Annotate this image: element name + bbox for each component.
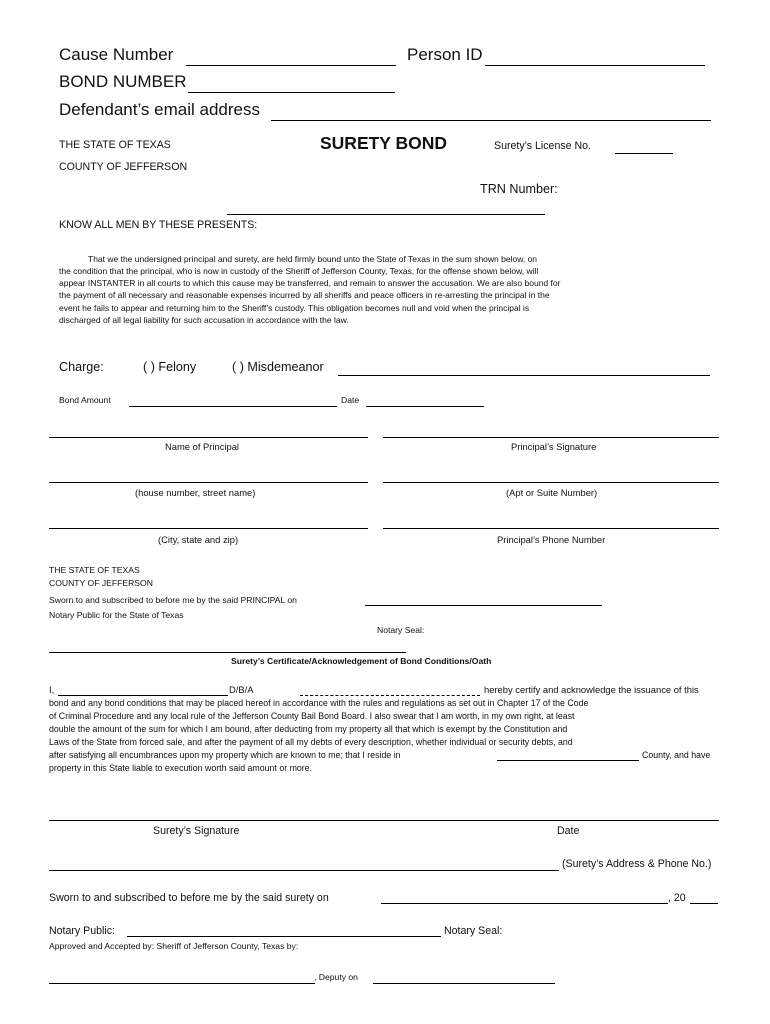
- surety-line-4: Laws of the State from forced sale, and after the payment of all my debts of every description, whether individual or security debts, and: [49, 737, 573, 747]
- principal-sworn-label: Sworn to and subscribed to before me by the said PRINCIPAL on: [49, 595, 297, 605]
- trn-label: TRN Number:: [480, 182, 558, 196]
- bond-number-field[interactable]: [188, 92, 395, 93]
- body-line-6: discharged of all legal liability for such accusation in accordance with the law.: [59, 315, 349, 325]
- body-line-3: appear INSTANTER in all courts to which this cause may be transferred, and remain to answer the accusation. We are also bound for: [59, 278, 561, 288]
- city-field[interactable]: [49, 528, 368, 529]
- document-title: SURETY BOND: [320, 133, 448, 153]
- bond-date-field[interactable]: [366, 406, 484, 407]
- surety-address-field[interactable]: [49, 870, 559, 871]
- deputy-date-field[interactable]: [373, 983, 555, 984]
- bond-amount-field[interactable]: [129, 406, 337, 407]
- principal-name-label: Name of Principal: [165, 441, 239, 452]
- body-line-4: the payment of all necessary and reasonable expenses incurred by all sheriffs and peace officers in re-arresting the principal in the: [59, 290, 550, 300]
- email-label: Defendant’s email address: [59, 100, 260, 119]
- surety-reside-post: County, and have: [642, 750, 711, 760]
- body-line-5: event he fails to appear and returning him to the Sheriff’s custody. This obligation becomes null and void when the principal is: [59, 303, 530, 313]
- notary-public-label: Notary Public for the State of Texas: [49, 610, 184, 620]
- surety-signature-field[interactable]: [49, 820, 719, 821]
- deputy-name-field[interactable]: [49, 983, 315, 984]
- surety-name-field[interactable]: [58, 695, 228, 696]
- surety-dba-label: D/B/A: [229, 684, 254, 695]
- bond-date-label: Date: [341, 395, 360, 405]
- bond-amount-label: Bond Amount: [59, 395, 111, 405]
- surety-sworn-label: Sworn to and subscribed to before me by the said surety on: [49, 892, 329, 904]
- apt-label: (Apt or Suite Number): [506, 487, 598, 498]
- deputy-label: , Deputy on: [314, 972, 358, 982]
- principal-sworn-date-field[interactable]: [365, 605, 602, 606]
- body-line-2: the condition that the principal, who is now in custody of the Sheriff of Jefferson County, Texas, for the offense shown below, will: [59, 266, 539, 276]
- surety-line-2: of Criminal Procedure and any local rule of the Jefferson County Bail Bond Board. I also swear that I am worth, in my own right, at least: [49, 711, 575, 721]
- principal-signature-label: Principal’s Signature: [511, 441, 597, 452]
- notary-public-bottom-label: Notary Public:: [49, 925, 115, 937]
- house-field[interactable]: [49, 482, 368, 483]
- notary-state-label: THE STATE OF TEXAS: [49, 565, 140, 575]
- surety-certify-text: hereby certify and acknowledge the issuance of this: [484, 684, 699, 695]
- surety-reside-text: after satisfying all encumbrances upon my property which are known to me; that I reside in: [49, 750, 401, 760]
- trn-field[interactable]: [227, 214, 545, 215]
- surety-heading: Surety’s Certificate/Acknowledgement of Bond Conditions/Oath: [231, 656, 492, 666]
- notary-county-label: COUNTY OF JEFFERSON: [49, 578, 153, 588]
- house-label: (house number, street name): [135, 487, 256, 498]
- bond-number-label: BOND NUMBER: [59, 72, 187, 91]
- notary-seal-label: Notary Seal:: [377, 625, 425, 635]
- approved-label: Approved and Accepted by: Sheriff of Jefferson County, Texas by:: [49, 941, 299, 951]
- surety-line-3: double the amount of the sum for which I am bound, after deducting from my property all that which is exempt by the Constitution and: [49, 724, 568, 734]
- charge-field[interactable]: [338, 375, 710, 376]
- surety-line-1: bond and any bond conditions that may be placed hereof in accordance with the rules and regulations as set out in Chapter 17 of the Code: [49, 698, 589, 708]
- surety-county-field[interactable]: [497, 760, 639, 761]
- surety-signature-label: Surety’s Signature: [153, 825, 240, 837]
- cause-number-label: Cause Number: [59, 45, 174, 64]
- phone-field[interactable]: [383, 528, 719, 529]
- surety-last-line: property in this State liable to execution worth said amount or more.: [49, 763, 313, 773]
- principal-signature-field[interactable]: [383, 437, 719, 438]
- principal-name-field[interactable]: [49, 437, 368, 438]
- city-label: (City, state and zip): [158, 534, 239, 545]
- phone-label: Principal’s Phone Number: [497, 534, 606, 545]
- notary-signature-field[interactable]: [49, 652, 406, 653]
- notary-public-bottom-field[interactable]: [127, 936, 441, 937]
- surety-dba-field[interactable]: [300, 695, 480, 696]
- body-line-1: That we the undersigned principal and surety, are held firmly bound unto the State of Texas in the sum shown below, on: [88, 254, 538, 264]
- notary-seal-bottom-label: Notary Seal:: [444, 925, 503, 937]
- email-field[interactable]: [271, 120, 711, 121]
- apt-field[interactable]: [383, 482, 719, 483]
- person-id-field[interactable]: [485, 65, 705, 66]
- person-id-label: Person ID: [407, 45, 483, 64]
- surety-sworn-date-field[interactable]: [381, 903, 668, 904]
- surety-date-label: Date: [557, 825, 580, 837]
- felony-checkbox[interactable]: ( ) Felony: [143, 360, 197, 374]
- misdemeanor-checkbox[interactable]: ( ) Misdemeanor: [232, 360, 324, 374]
- license-label: Surety’s License No.: [494, 140, 591, 152]
- cause-number-field[interactable]: [186, 65, 396, 66]
- know-all-heading: KNOW ALL MEN BY THESE PRESENTS:: [59, 219, 258, 231]
- county-label: COUNTY OF JEFFERSON: [59, 161, 188, 173]
- state-label: THE STATE OF TEXAS: [59, 139, 171, 151]
- charge-label: Charge:: [59, 360, 104, 374]
- license-field[interactable]: [615, 153, 673, 154]
- surety-i-label: I,: [49, 684, 55, 695]
- surety-address-label: (Surety’s Address & Phone No.): [562, 858, 712, 870]
- year-prefix: , 20: [668, 892, 686, 904]
- year-field[interactable]: [690, 903, 718, 904]
